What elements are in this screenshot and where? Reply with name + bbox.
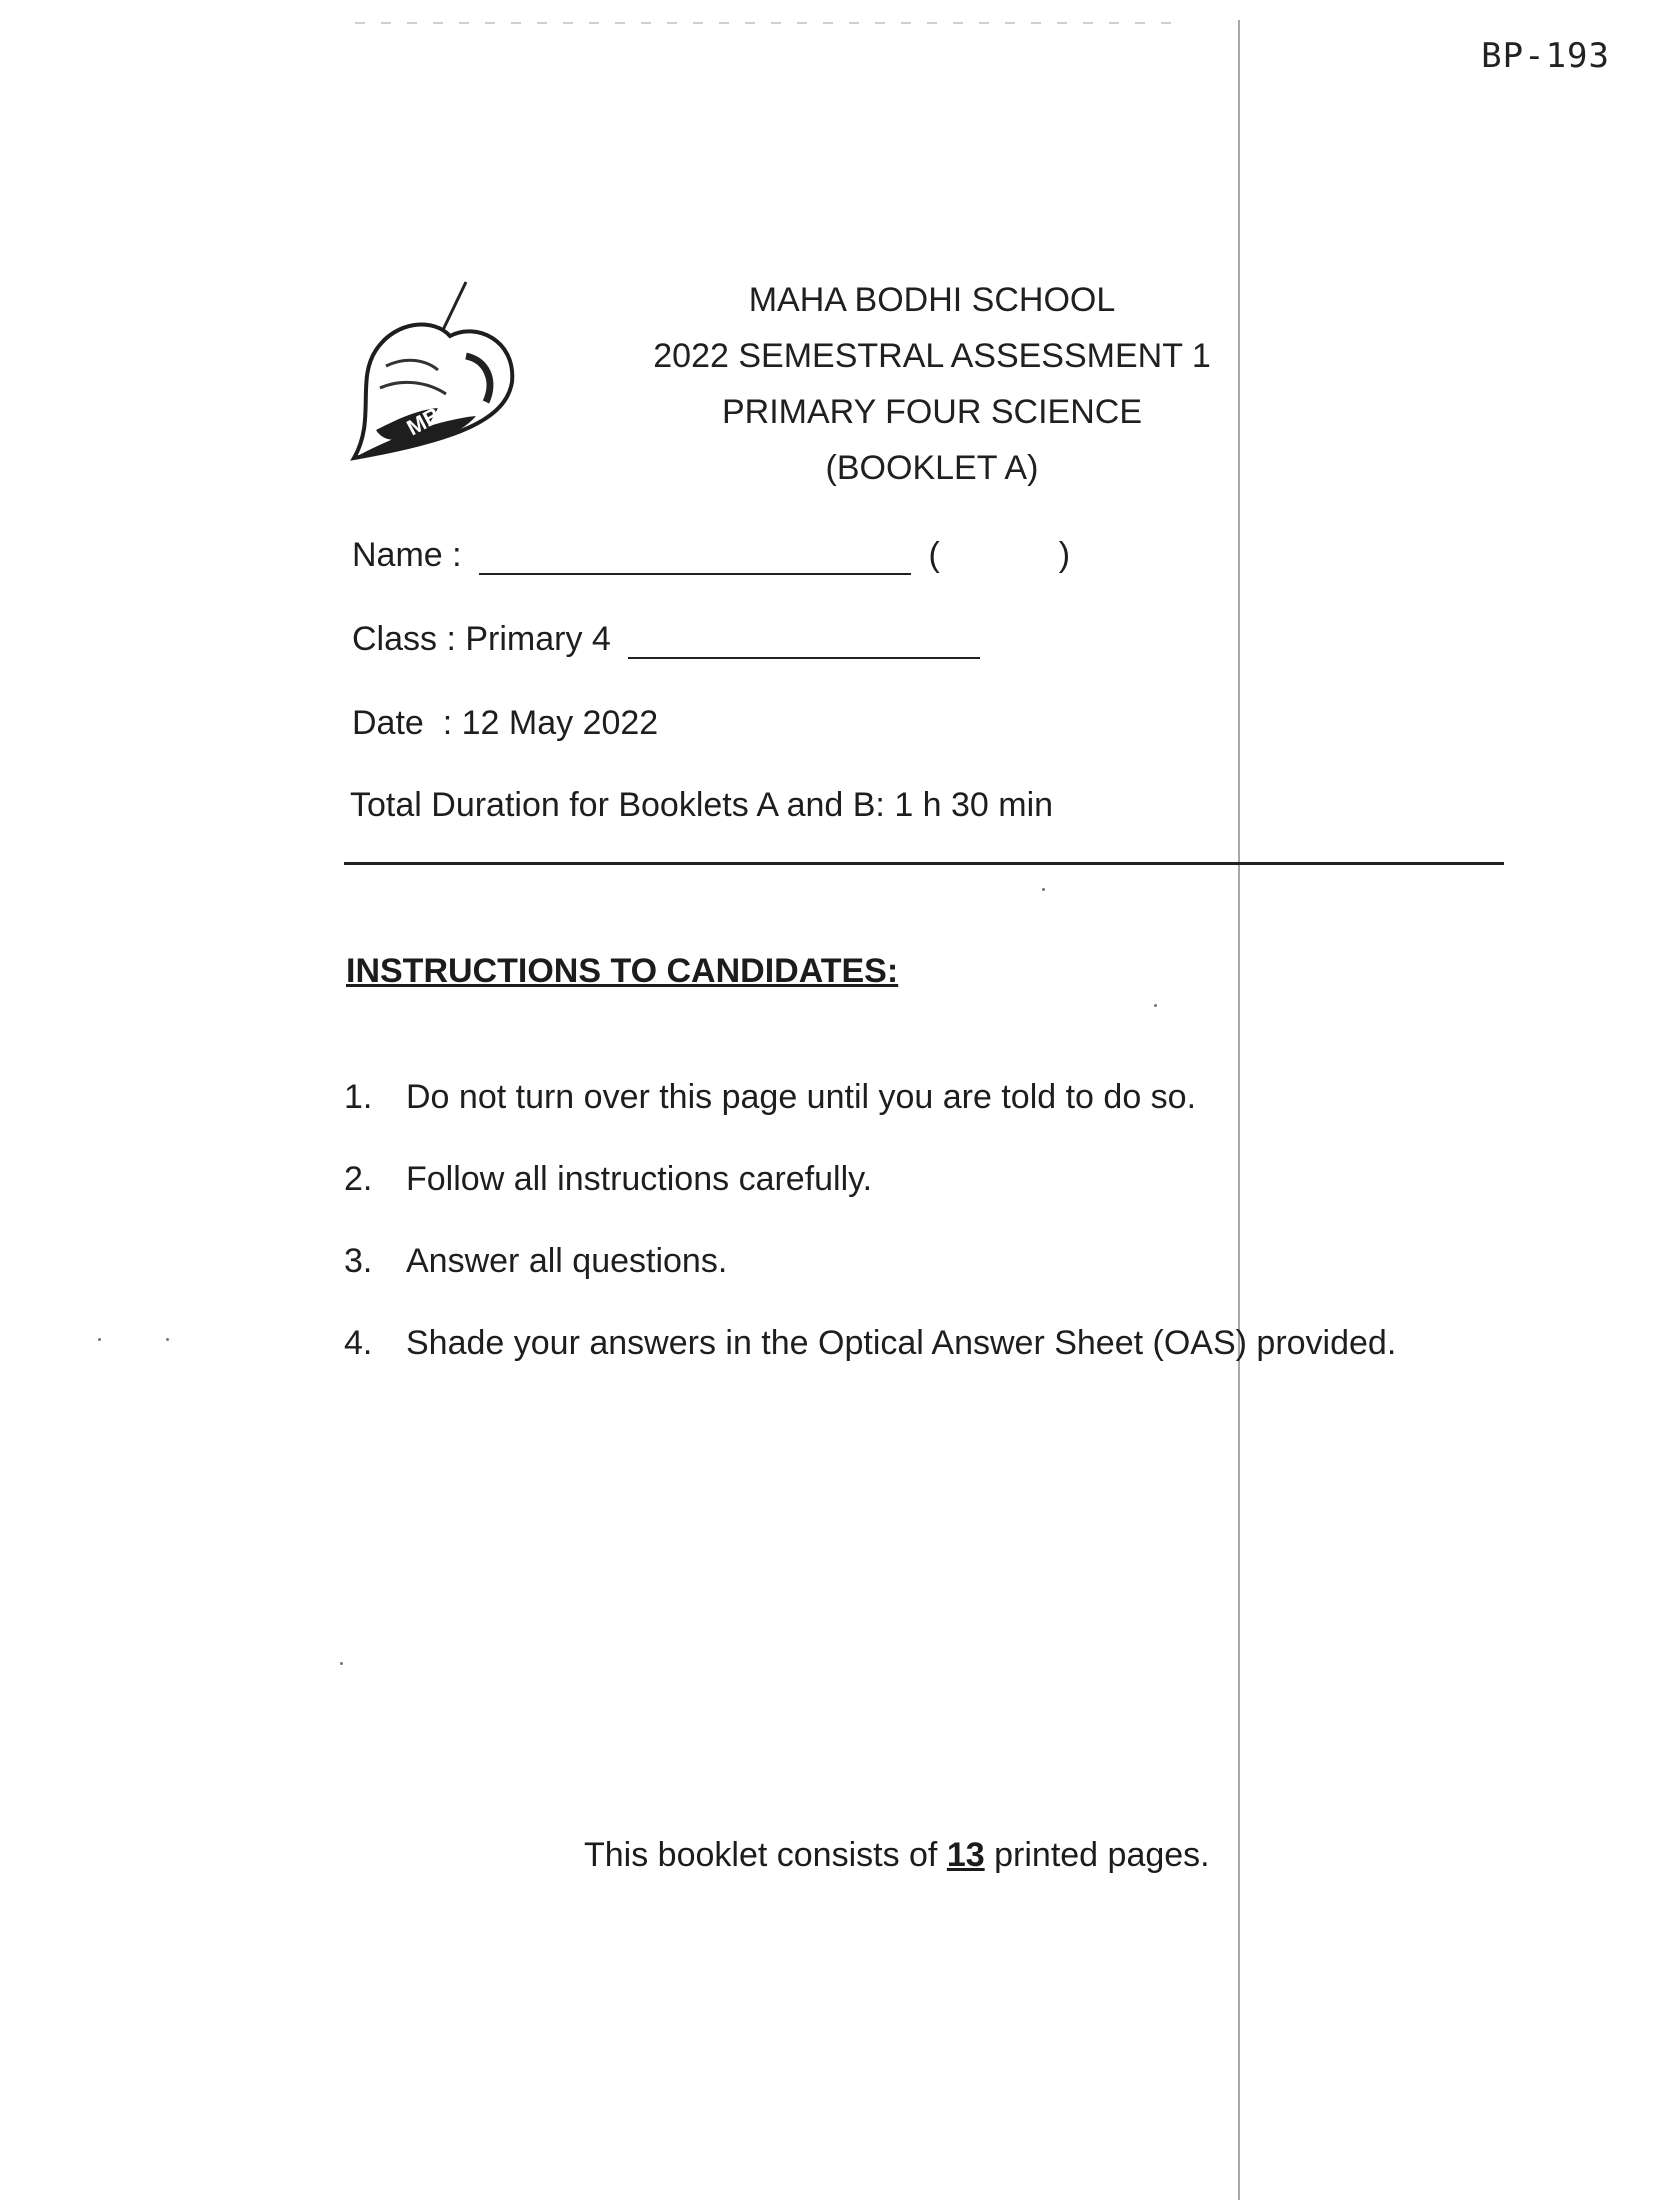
scan-speck — [340, 1662, 343, 1665]
date-label: Date : 12 May 2022 — [352, 704, 659, 742]
class-label: Class : Primary 4 — [352, 620, 611, 658]
name-field — [352, 536, 1070, 575]
header-separator — [344, 862, 1504, 865]
document-code: BP-193 — [1481, 36, 1610, 76]
instruction-text: Answer all questions. — [406, 1242, 728, 1280]
page-count-prefix: This booklet consists of — [584, 1836, 938, 1874]
scan-speck — [1042, 888, 1045, 891]
class-blank[interactable] — [628, 627, 980, 659]
school-logo — [346, 270, 526, 470]
instruction-number: 4. — [344, 1324, 373, 1362]
scan-speck — [1154, 1004, 1157, 1007]
logo-lettering: MBS — [402, 395, 458, 441]
document-header — [560, 272, 1304, 496]
assessment-title: 2022 SEMESTRAL ASSESSMENT 1 — [653, 337, 1211, 375]
scan-speck — [98, 1338, 101, 1341]
instruction-number: 3. — [344, 1242, 373, 1280]
instruction-item — [344, 1078, 1196, 1117]
index-paren-close: ) — [1058, 536, 1071, 574]
class-field — [352, 620, 980, 659]
page-count-note — [584, 1836, 1210, 1875]
subject-title: PRIMARY FOUR SCIENCE — [721, 393, 1143, 431]
booklet-label: (BOOKLET A) — [825, 449, 1039, 487]
school-name: MAHA BODHI SCHOOL — [748, 281, 1116, 319]
instruction-text: Follow all instructions carefully. — [406, 1160, 873, 1198]
scan-speck — [166, 1338, 169, 1341]
duration-text: Total Duration for Booklets A and B: 1 h 30 min — [350, 786, 1054, 824]
name-blank[interactable] — [479, 543, 911, 575]
instruction-item — [344, 1160, 872, 1199]
instruction-item — [344, 1242, 727, 1281]
page-count-suffix: printed pages. — [994, 1836, 1210, 1874]
page-count: 13 — [946, 1836, 985, 1874]
index-paren-open: ( — [928, 536, 940, 574]
name-label: Name : — [352, 536, 462, 574]
instruction-text: Do not turn over this page until you are told to do so. — [406, 1078, 1197, 1116]
instructions-title: INSTRUCTIONS TO CANDIDATES: — [346, 952, 899, 990]
instruction-item — [344, 1324, 1396, 1363]
instruction-number: 1. — [344, 1078, 373, 1116]
instruction-text: Shade your answers in the Optical Answer Sheet (OAS) provided. — [406, 1324, 1397, 1362]
date-field — [352, 704, 658, 743]
scan-artifact-dots — [355, 22, 1175, 24]
instruction-number: 2. — [344, 1160, 373, 1198]
